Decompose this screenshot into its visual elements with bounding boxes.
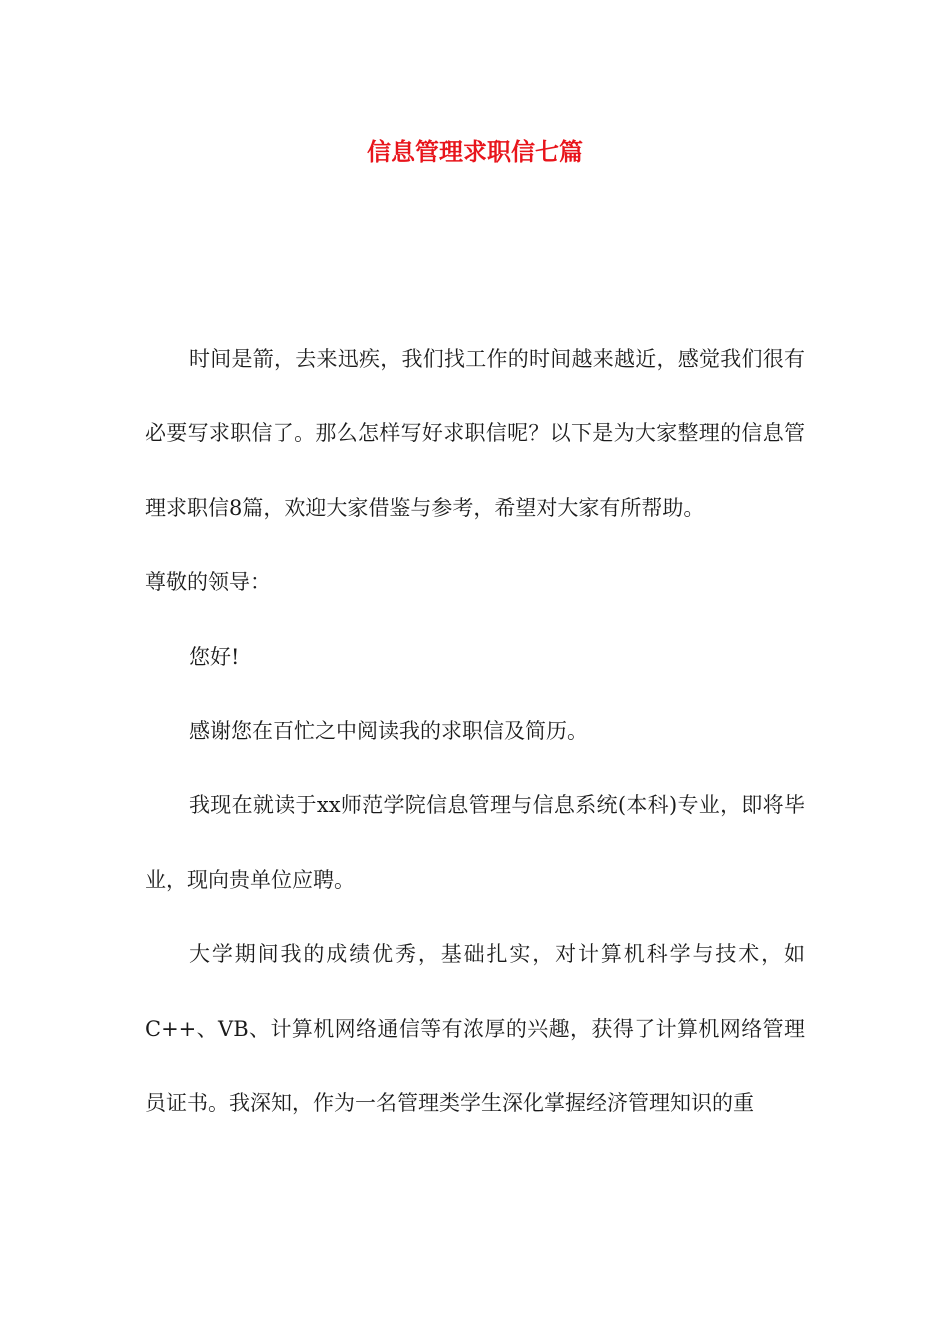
- paragraph-greeting: 您好!: [189, 644, 240, 669]
- paragraph-skills: 大学期间我的成绩优秀，基础扎实，对计算机科学与技术，如C++、VB、计算机网络通信等有浓厚的兴趣，获得了计算机网络管理员证书。我深知，作为一名管理类学生深化掌握经济管理知识的重: [145, 942, 805, 1116]
- paragraph-salutation: 尊敬的领导：: [145, 570, 271, 595]
- document-title: 信息管理求职信七篇: [367, 137, 583, 166]
- document-body: [145, 322, 805, 1140]
- paragraph-education: 我现在就读于xx师范学院信息管理与信息系统(本科)专业，即将毕业，现向贵单位应聘。: [145, 793, 805, 892]
- paragraph-thanks: 感谢您在百忙之中阅读我的求职信及简历。: [189, 719, 588, 744]
- paragraph-intro: 时间是箭，去来迅疾，我们找工作的时间越来越近，感觉我们很有必要写求职信了。那么怎样写好求职信呢？以下是为大家整理的信息管理求职信8篇，欢迎大家借鉴与参考，希望对大家有所帮助。: [145, 347, 805, 520]
